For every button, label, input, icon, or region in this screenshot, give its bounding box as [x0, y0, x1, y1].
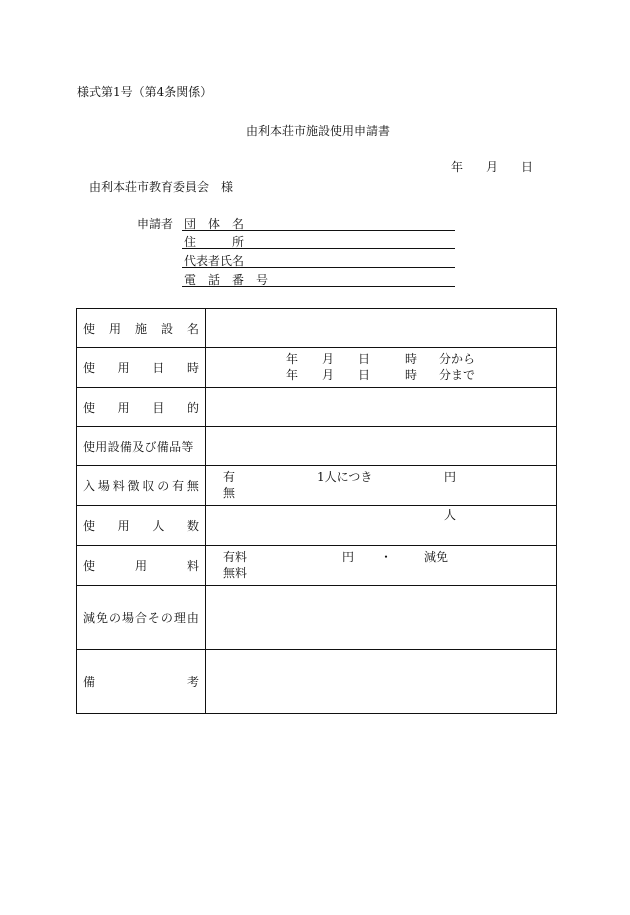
- remarks-value[interactable]: [206, 650, 557, 714]
- fee-paid: 有料: [223, 550, 248, 564]
- equipment-value[interactable]: [206, 427, 557, 466]
- admission-yes: 有: [223, 470, 236, 484]
- reduction-reason-value[interactable]: [206, 586, 557, 650]
- date-year: 年: [451, 160, 464, 174]
- from-minute: 分から: [439, 352, 476, 366]
- from-hour: 時: [405, 352, 418, 366]
- row-usage-datetime: [77, 348, 557, 388]
- usage-datetime-label: 使 用 日 時: [77, 348, 206, 388]
- remarks-label: 備 考: [77, 650, 206, 714]
- admission-yen: 円: [444, 470, 457, 484]
- group-name-line[interactable]: [182, 230, 455, 231]
- row-equipment: [77, 427, 557, 466]
- application-table: [76, 308, 557, 714]
- people-label: 使 用 人 数: [77, 506, 206, 546]
- group-name-label: 団 体 名: [184, 217, 245, 231]
- row-fee: [77, 546, 557, 586]
- fee-reduction: 減免: [424, 550, 449, 564]
- representative-line[interactable]: [182, 267, 455, 268]
- to-day: 日: [358, 368, 371, 382]
- fee-yen: 円: [342, 550, 355, 564]
- date-day: 日: [521, 160, 534, 174]
- purpose-value[interactable]: [206, 388, 557, 427]
- address-label: 住 所: [184, 235, 245, 249]
- phone-line[interactable]: [182, 286, 455, 287]
- facility-name-value[interactable]: [206, 309, 557, 348]
- row-reduction-reason: [77, 586, 557, 650]
- usage-datetime-value[interactable]: [206, 348, 557, 388]
- phone-label: 電 話 番 号: [184, 273, 269, 287]
- row-remarks: [77, 650, 557, 714]
- row-admission-fee: [77, 466, 557, 506]
- from-month: 月: [322, 352, 335, 366]
- from-day: 日: [358, 352, 371, 366]
- facility-name-label: 使 用 施 設 名: [77, 309, 206, 348]
- per-person: 1人につき: [317, 470, 373, 484]
- date-month: 月: [486, 160, 499, 174]
- to-year: 年: [286, 368, 299, 382]
- fee-label: 使 用 料: [77, 546, 206, 586]
- to-hour: 時: [405, 368, 418, 382]
- from-year: 年: [286, 352, 299, 366]
- representative-label: 代表者氏名: [184, 254, 245, 268]
- row-facility-name: [77, 309, 557, 348]
- admission-fee-label: 入 場 料 徴 収 の 有 無: [77, 466, 206, 506]
- reduction-reason-label: 減 免 の 場 合 そ の 理 由: [77, 586, 206, 650]
- row-purpose: [77, 388, 557, 427]
- row-people: [77, 506, 557, 546]
- admission-fee-value[interactable]: [206, 466, 557, 506]
- fee-dot: ・: [380, 550, 393, 564]
- people-value[interactable]: [206, 506, 557, 546]
- people-unit: 人: [444, 508, 457, 522]
- addressee: 由利本荘市教育委員会 様: [89, 180, 234, 194]
- to-minute: 分まで: [439, 368, 476, 382]
- fee-free: 無料: [223, 566, 248, 580]
- admission-no: 無: [223, 486, 236, 500]
- form-number: 様式第1号（第4条関係）: [77, 85, 213, 99]
- page-title: 由利本荘市施設使用申請書: [246, 124, 391, 138]
- to-month: 月: [322, 368, 335, 382]
- purpose-label: 使 用 目 的: [77, 388, 206, 427]
- equipment-label: 使用設備及び備品等: [77, 427, 206, 466]
- address-line[interactable]: [182, 248, 455, 249]
- applicant-label: 申請者: [137, 217, 174, 231]
- fee-value[interactable]: [206, 546, 557, 586]
